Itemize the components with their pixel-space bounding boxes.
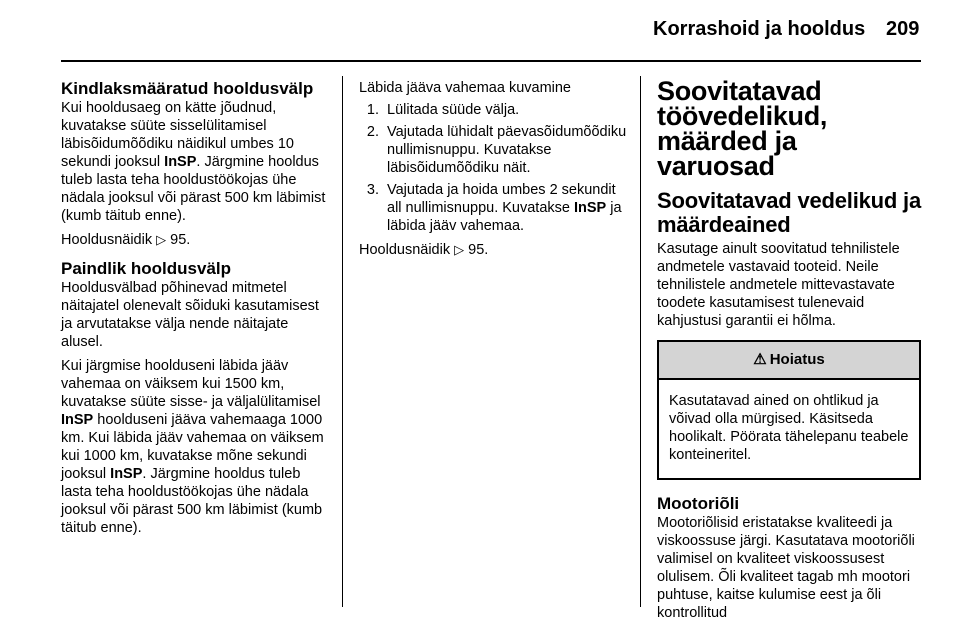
warning-triangle-icon: ⚠ <box>753 351 767 368</box>
warning-header <box>659 342 919 380</box>
steps-intro: Läbida jääva vahemaa kuvamine <box>359 80 571 96</box>
warning-box <box>657 340 921 480</box>
chapter-title: Korrashoid ja hooldus <box>653 18 866 40</box>
page-ref-arrow-icon: ▷ <box>454 242 465 257</box>
warning-text: Kasutatavad ained on ohtlikud ja võivad olla mürgised. Käsitseda hoolikalt. Pöörata tähelepanu teabele konteineritel. <box>669 393 909 463</box>
header-rule <box>61 60 921 62</box>
column-divider <box>342 76 343 607</box>
list-item: 3. Vajutada ja hoida umbes 2 sekundit all nullimisnuppu. Kuvatakse InSP ja läbida jääv vahemaa. <box>383 181 627 235</box>
column-middle <box>359 79 627 265</box>
paragraph-flexible-intro: Hooldusvälbad põhinevad mitmetel näitajatel olenevalt sõiduki kasutamisest ja arvutatakse välja nende näitajate alusel. <box>61 280 319 350</box>
section-heading: Soovitatavad vedelikud ja määrdeained <box>657 188 921 237</box>
column-left <box>61 79 333 543</box>
section-title-engine-oil: Mootoriõli <box>657 494 740 513</box>
list-item: 1. Lülitada süüde välja. <box>383 101 627 119</box>
paragraph-recommended: Kasutage ainult soovitatud tehnilistele andmetele vastavaid tooteid. Neile tehnilistele andmetele mittevastavate toodete kasutamisest tulenevaid kahjustusi garantii ei hõlma. <box>657 241 900 329</box>
paragraph-fixed-interval: Kui hooldusaeg on kätte jõudnud, kuvatakse süüte sisselülitamisel läbisõidumõõdiku näidikul umbes 10 sekundi jooksul InSP. Järgmine hooldus tuleb lasta teha hooldustöökojas ühe nädala jooksul või pärast 500 km läbimist (kumb täitub enne). <box>61 100 326 224</box>
warning-title: Hoiatus <box>769 351 825 368</box>
list-item: 2. Vajutada lühidalt päevasõidumõõdiku nullimisnuppu. Kuvatakse läbisõidumõõdiku näit. <box>383 123 627 177</box>
paragraph-engine-oil: Mootoriõlisid eristatakse kvaliteedi ja viskoossuse järgi. Kasutatava mootoriõli valimisel on kvaliteet viskoossusest olulisem. Õli kvaliteet tagab mh mootori puhtuse, kaitse kulumise eest ja õli kontrollitud <box>657 515 915 621</box>
section-title-fixed-interval: Kindlaksmääratud hooldusvälp <box>61 79 314 98</box>
page-reference-link[interactable]: Hooldusnäidik ▷ 95. <box>359 242 489 258</box>
paragraph-flexible-detail: Kui järgmise hoolduseni läbida jääv vahemaa on väiksem kui 1500 km, kuvatakse süüte sisse- ja väljalülitamisel InSP hoolduseni jääva vahemaaga 1000 km. Kui läbida jääv vahemaa on väiksem kui 1000 km, kuvatakse mõne sekundi jooksul InSP. Järgmine hooldus tuleb lasta teha hooldustöökojas ühe nädala jooksul või pärast 500 km läbimist (kumb täitub enne). <box>61 358 324 536</box>
section-title-flexible-interval: Paindlik hooldusvälp <box>61 259 232 278</box>
steps-list <box>359 101 627 235</box>
page-number: 209 <box>886 18 920 40</box>
column-divider <box>640 76 641 607</box>
page-header <box>0 0 960 62</box>
page-reference-link[interactable]: Hooldusnäidik ▷ 95. <box>61 232 191 248</box>
column-right <box>657 76 921 628</box>
page-ref-arrow-icon: ▷ <box>156 232 167 247</box>
chapter-heading: Soovitatavad töövedelikud, määrded ja varuosad <box>657 76 828 181</box>
